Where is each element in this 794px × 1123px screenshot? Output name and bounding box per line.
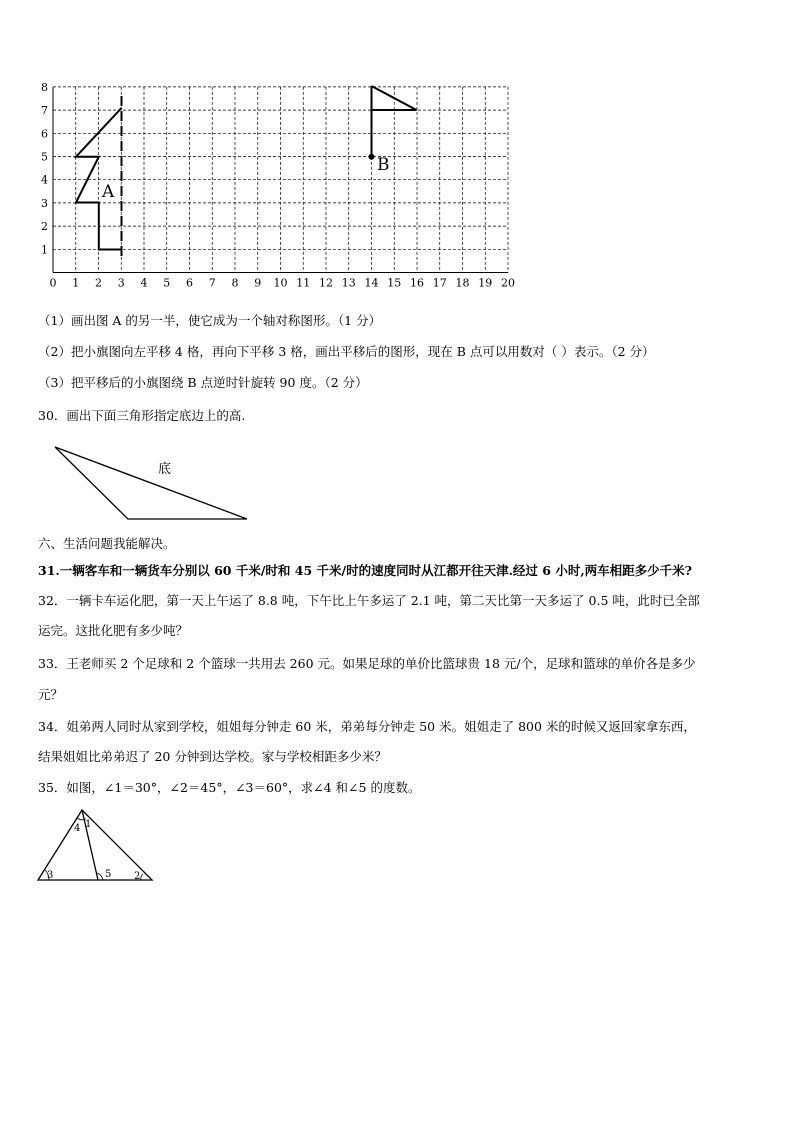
angle-label-1: 1 bbox=[85, 819, 92, 830]
x-axis-tick-labels bbox=[50, 277, 516, 290]
x-tick-label: 14 bbox=[364, 276, 379, 290]
x-tick-label: 0 bbox=[49, 276, 57, 290]
q33-line2: 元？ bbox=[38, 687, 64, 702]
x-tick-label: 20 bbox=[501, 276, 515, 290]
y-axis-tick-labels bbox=[41, 81, 48, 256]
figure-a-label: A bbox=[102, 182, 115, 202]
q34-line1: 34．姐弟两人同时从家到学校，姐姐每分钟走 60 米，弟弟每分钟走 50 米。姐姐走了 800 米的时候又返回家拿东西， bbox=[38, 719, 696, 734]
angle-label-2: 2 bbox=[134, 871, 141, 882]
q29-part3: （3）把平移后的小旗图绕 B 点逆时针旋转 90 度。（2 分） bbox=[38, 375, 368, 390]
x-tick-label: 13 bbox=[341, 276, 356, 290]
angle-arc-2 bbox=[141, 874, 143, 880]
y-tick-label: 3 bbox=[41, 196, 48, 210]
y-tick-label: 2 bbox=[41, 220, 48, 234]
q29-part2: （2）把小旗图向左平移 4 格，再向下平移 3 格，画出平移后的图形，现在 B 点可以用数对（ ）表示。（2 分） bbox=[38, 344, 655, 359]
x-tick-label: 1 bbox=[72, 276, 80, 290]
x-tick-label: 18 bbox=[455, 276, 470, 290]
q32-line1: 32．一辆卡车运化肥，第一天上午运了 8.8 吨，下午比上午多运了 2.1 吨，第二天比第一天多运了 0.5 吨，此时已全部 bbox=[38, 593, 700, 608]
y-tick-label: 6 bbox=[41, 127, 48, 141]
x-tick-label: 9 bbox=[254, 276, 262, 290]
y-tick-label: 7 bbox=[41, 104, 48, 118]
x-tick-label: 15 bbox=[387, 276, 402, 290]
section6-heading: 六、生活问题我能解决。 bbox=[38, 536, 176, 551]
x-tick-label: 8 bbox=[231, 276, 239, 290]
q30-triangle bbox=[55, 447, 247, 519]
y-tick-label: 4 bbox=[41, 173, 48, 187]
y-tick-label: 5 bbox=[41, 150, 48, 164]
angle-label-5: 5 bbox=[105, 869, 112, 880]
x-tick-label: 2 bbox=[95, 276, 102, 290]
q33-line1: 33．王老师买 2 个足球和 2 个篮球一共用去 260 元。如果足球的单价比篮球贵 18 元/个，足球和篮球的单价各是多少 bbox=[38, 656, 696, 671]
point-b bbox=[369, 154, 375, 160]
angle-label-3: 3 bbox=[47, 870, 54, 881]
x-tick-label: 10 bbox=[273, 276, 288, 290]
q35-triangle-figure bbox=[0, 800, 200, 890]
x-tick-label: 16 bbox=[410, 276, 424, 290]
angle-label-4: 4 bbox=[74, 823, 81, 834]
y-tick-label: 8 bbox=[41, 80, 48, 94]
q30-title: 30．画出下面三角形指定底边上的高. bbox=[38, 408, 246, 423]
x-tick-label: 11 bbox=[296, 276, 311, 290]
x-tick-label: 12 bbox=[319, 276, 333, 290]
x-tick-label: 17 bbox=[432, 276, 447, 290]
x-tick-label: 6 bbox=[186, 276, 193, 290]
x-tick-label: 7 bbox=[208, 276, 216, 290]
x-tick-label: 4 bbox=[140, 276, 148, 290]
q32-line2: 运完。这批化肥有多少吨？ bbox=[38, 623, 189, 638]
q34-line2: 结果姐姐比弟弟迟了 20 分钟到达学校。家与学校相距多少米？ bbox=[38, 749, 387, 764]
q30-triangle-figure bbox=[0, 440, 300, 530]
q30-base-label: 底 bbox=[158, 462, 172, 477]
q31-text: 31.一辆客车和一辆货车分别以 60 千米/时和 45 千米/时的速度同时从江都开往天津.经过 6 小时,两车相距多少千米? bbox=[38, 563, 693, 578]
coordinate-grid-figure bbox=[0, 0, 794, 300]
q35-text: 35．如图，∠1＝30°，∠2＝45°，∠3＝60°，求∠4 和∠5 的度数。 bbox=[38, 780, 421, 795]
y-tick-label: 1 bbox=[41, 243, 48, 257]
q29-part1: （1）画出图 A 的另一半，使它成为一个轴对称图形。（1 分） bbox=[38, 313, 382, 328]
x-tick-label: 19 bbox=[478, 276, 493, 290]
x-tick-label: 5 bbox=[163, 276, 171, 290]
x-tick-label: 3 bbox=[117, 276, 125, 290]
point-b-label: B bbox=[377, 155, 390, 175]
